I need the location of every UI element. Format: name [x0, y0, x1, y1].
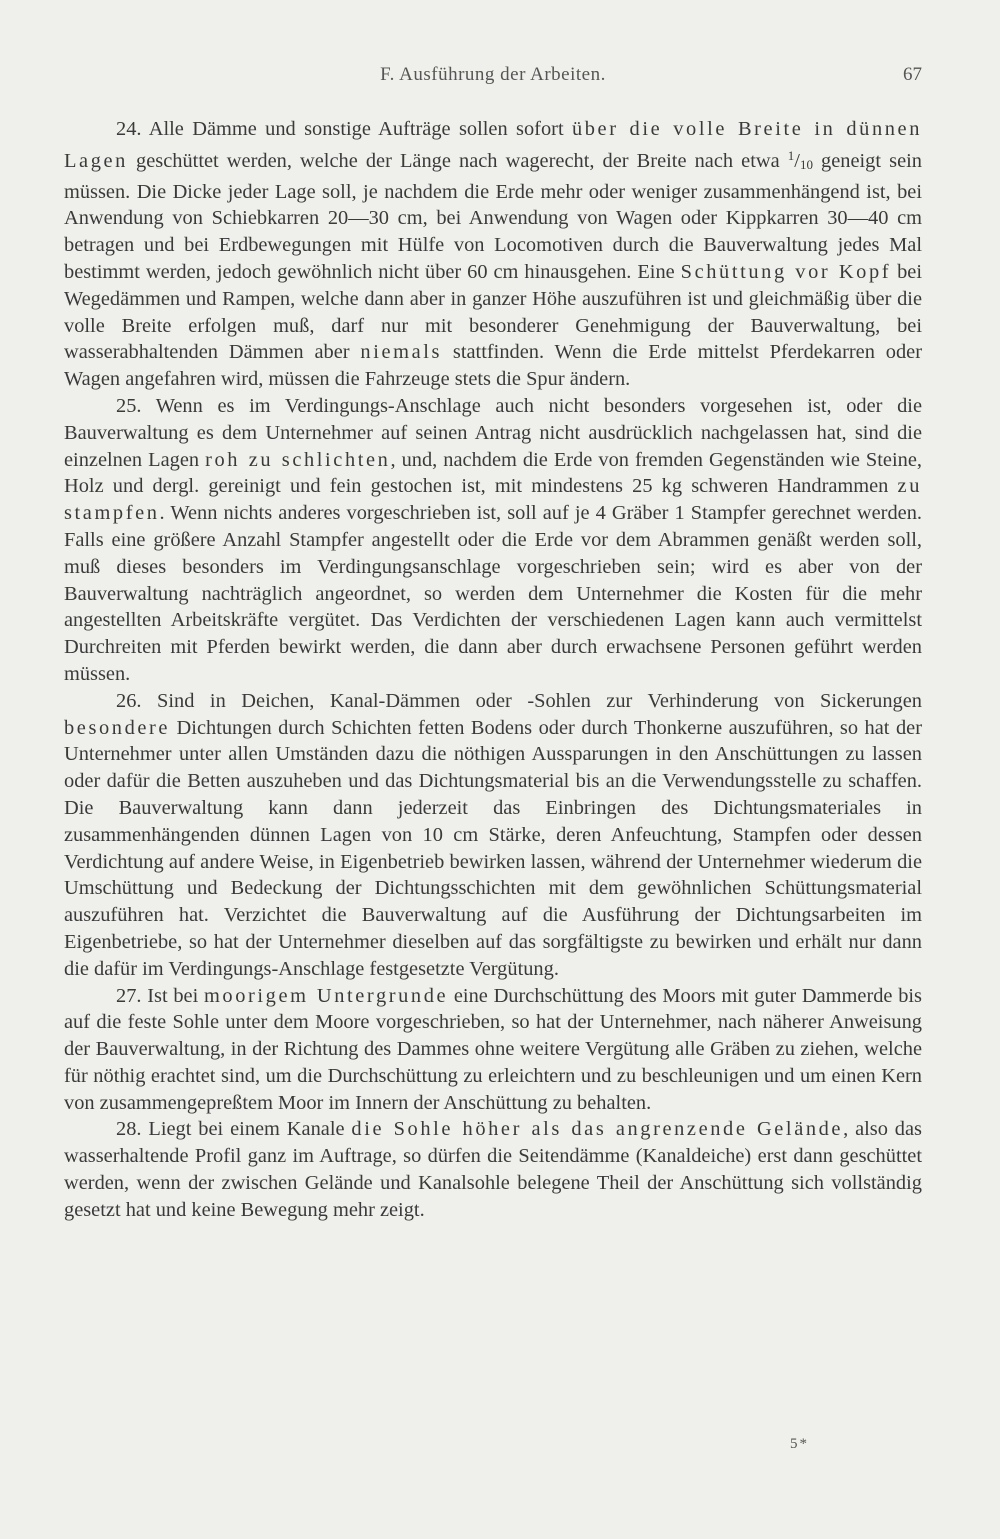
text-run: bei Wegedämmen und Rampen, welche dann aber in ganzer Höhe auszuführen ist und gleichmäßig über die volle Breite erfolgen muß, darf nur mit besonderer Genehmigung der Bauverwaltung, bei wasserabhaltenden Dämmen aber [64, 260, 922, 364]
paragraph-28 [64, 1116, 922, 1223]
spaced-emphasis: moorigem Untergrunde [203, 984, 449, 1007]
text-run: Sind in Deichen, Kanal-Dämmen oder -Sohlen zur Verhinderung von Sickerungen [157, 689, 922, 712]
spaced-emphasis: die Sohle höher als das angrenzende Gelände [351, 1118, 844, 1141]
running-title: F. Ausführung der Arbeiten. [380, 64, 606, 85]
sheet-signature: 5* [790, 1436, 809, 1452]
paragraph-25 [64, 393, 922, 688]
text-run: Alle Dämme und sonstige Aufträge sollen sofort [148, 118, 572, 140]
fraction-numerator: 1 [787, 147, 795, 163]
paragraph-number: 27. [116, 984, 142, 1007]
spaced-emphasis: besondere [64, 716, 171, 739]
text-run: , und, nachdem die Erde von fremden Gegenständen wie Steine, Holz und dergl. gereinigt und fein gestochen ist, mit mindestens 25 kg schweren Handrammen [64, 448, 922, 498]
spaced-emphasis: Schüttung vor Kopf [680, 260, 892, 283]
paragraph-27 [64, 983, 922, 1117]
spaced-emphasis: roh zu schlichten [205, 448, 391, 471]
text-run: stattfinden. Wenn die Erde mittelst Pferdekarren oder Wagen angefahren wird, müssen die Fahrzeuge stets die Spur ändern. [64, 341, 922, 391]
fraction-denominator: 10 [799, 156, 813, 172]
paragraph-number: 28. [116, 1118, 142, 1141]
text-run: geschüttet werden, welche der Länge nach wagerecht, der Breite nach etwa [127, 149, 788, 172]
paragraph-26 [64, 688, 922, 983]
page-body [64, 116, 922, 1224]
paragraph-24 [64, 116, 922, 393]
spaced-emphasis: niemals [360, 341, 443, 364]
paragraph-number: 26. [116, 689, 142, 712]
paragraph-number: 24. [116, 118, 142, 140]
text-run: , also das wasserhaltende Profil ganz im Auftrage, so dürfen die Seitendämme (Kanaldeiche) erst dann geschüttet werden, wenn der zwischen Gelände und Kanalsohle belegene Theil der Anschüttung sich vollständig gesetzt hat und keine Bewegung mehr zeigt. [64, 1118, 922, 1221]
text-run: eine Durchschüttung des Moors mit guter Dammerde bis auf die feste Sohle unter dem Moore vorgeschrieben, so hat der Unternehmer, nach näherer Anweisung der Bauverwaltung, in der Richtung des Dammes ohne weitere Vergütung alle Gräben zu ziehen, welche für nöthig erachtet sind, um die Durchschüttung zu erleichtern und zu beschleunigen und um einen Kern von zusammengepreßtem Moor im Innern der Anschüttung zu behalten. [64, 984, 922, 1114]
text-run: Ist bei [147, 984, 204, 1007]
text-run: Dichtungen durch Schichten fetten Bodens oder durch Thonkerne auszuführen, so hat der Unternehmer unter allen Umständen dazu die nöthigen Aussparungen in den Anschüttungen zu lassen oder dafür die Betten auszuheben und das Dichtungsmaterial bis an die Verwendungsstelle zu schaffen. Die Bauverwaltung kann dann jederzeit das Einbringen des Dichtungsmateriales in zusammenhängenden dünnen Lagen von 10 cm Stärke, deren Anfeuchtung, Stampfen oder dessen Verdichtung auf andere Weise, in Eigenbetrieb bewirken lassen, während der Unternehmer wiederum die Umschüttung und Bedeckung der Dichtungsschichten mit dem gewöhnlichen Schüttungsmaterial auszuführen hat. Verzichtet die Bauverwaltung auf die Ausführung der Dichtungsarbeiten im Eigenbetriebe, so hat der Unternehmer dieselben auf das sorgfältigste zu bewirken und erhält nur dann die dafür im Verdingungs-Anschlage festgesetzte Vergütung. [64, 716, 922, 980]
spaced-emphasis: über die volle Breite in dünnen Lagen [64, 118, 922, 172]
text-run: . Wenn nichts anderes vorgeschrieben ist, soll auf je 4 Gräber 1 Stampfer gerechnet werden. Falls eine größere Anzahl Stampfer angestellt oder die Erde vor dem Abrammen genäßt werden soll, muß dieses besonders im Verdingungsanschlage vorgeschrieben sein; wird es aber von der Bauverwaltung nachträglich angeordnet, so werden dem Unternehmer die Kosten für die mehr angestellten Arbeitskräfte vergütet. Das Verdichten der verschiedenen Lagen kann auch vermittelst Durchreiten mit Pferden bewirkt werden, die dann aber durch erwachsene Personen geführt werden müssen. [64, 502, 922, 685]
paragraph-number: 25. [116, 394, 142, 417]
text-run: Wenn es im Verdingungs-Anschlage auch nicht besonders vorgesehen ist, oder die Bauverwaltung es dem Unternehmer auf seinen Antrag nicht ausdrücklich nachgelassen hat, sind die einzelnen Lagen [64, 394, 922, 471]
page-header [64, 64, 922, 94]
spaced-emphasis: zu stampfen [64, 475, 922, 525]
fraction: $^1$/10 [787, 147, 813, 172]
page-number: 67 [903, 64, 922, 85]
text-run: Liegt bei einem Kanale [148, 1118, 352, 1141]
text-run: geneigt sein müssen. Die Dicke jeder Lage soll, je nachdem die Erde mehr oder weniger zusammenhängend ist, bei Anwendung von Schiebkarren 20—30 cm, bei Anwendung von Wagen oder Kippkarren 30—40 cm betragen und bei Erdbewegungen mit Hülfe von Locomotiven durch die Bauverwaltung jedes Mal bestimmt werden, jedoch gewöhnlich nicht über 60 cm hinausgehen. Eine [64, 149, 922, 283]
